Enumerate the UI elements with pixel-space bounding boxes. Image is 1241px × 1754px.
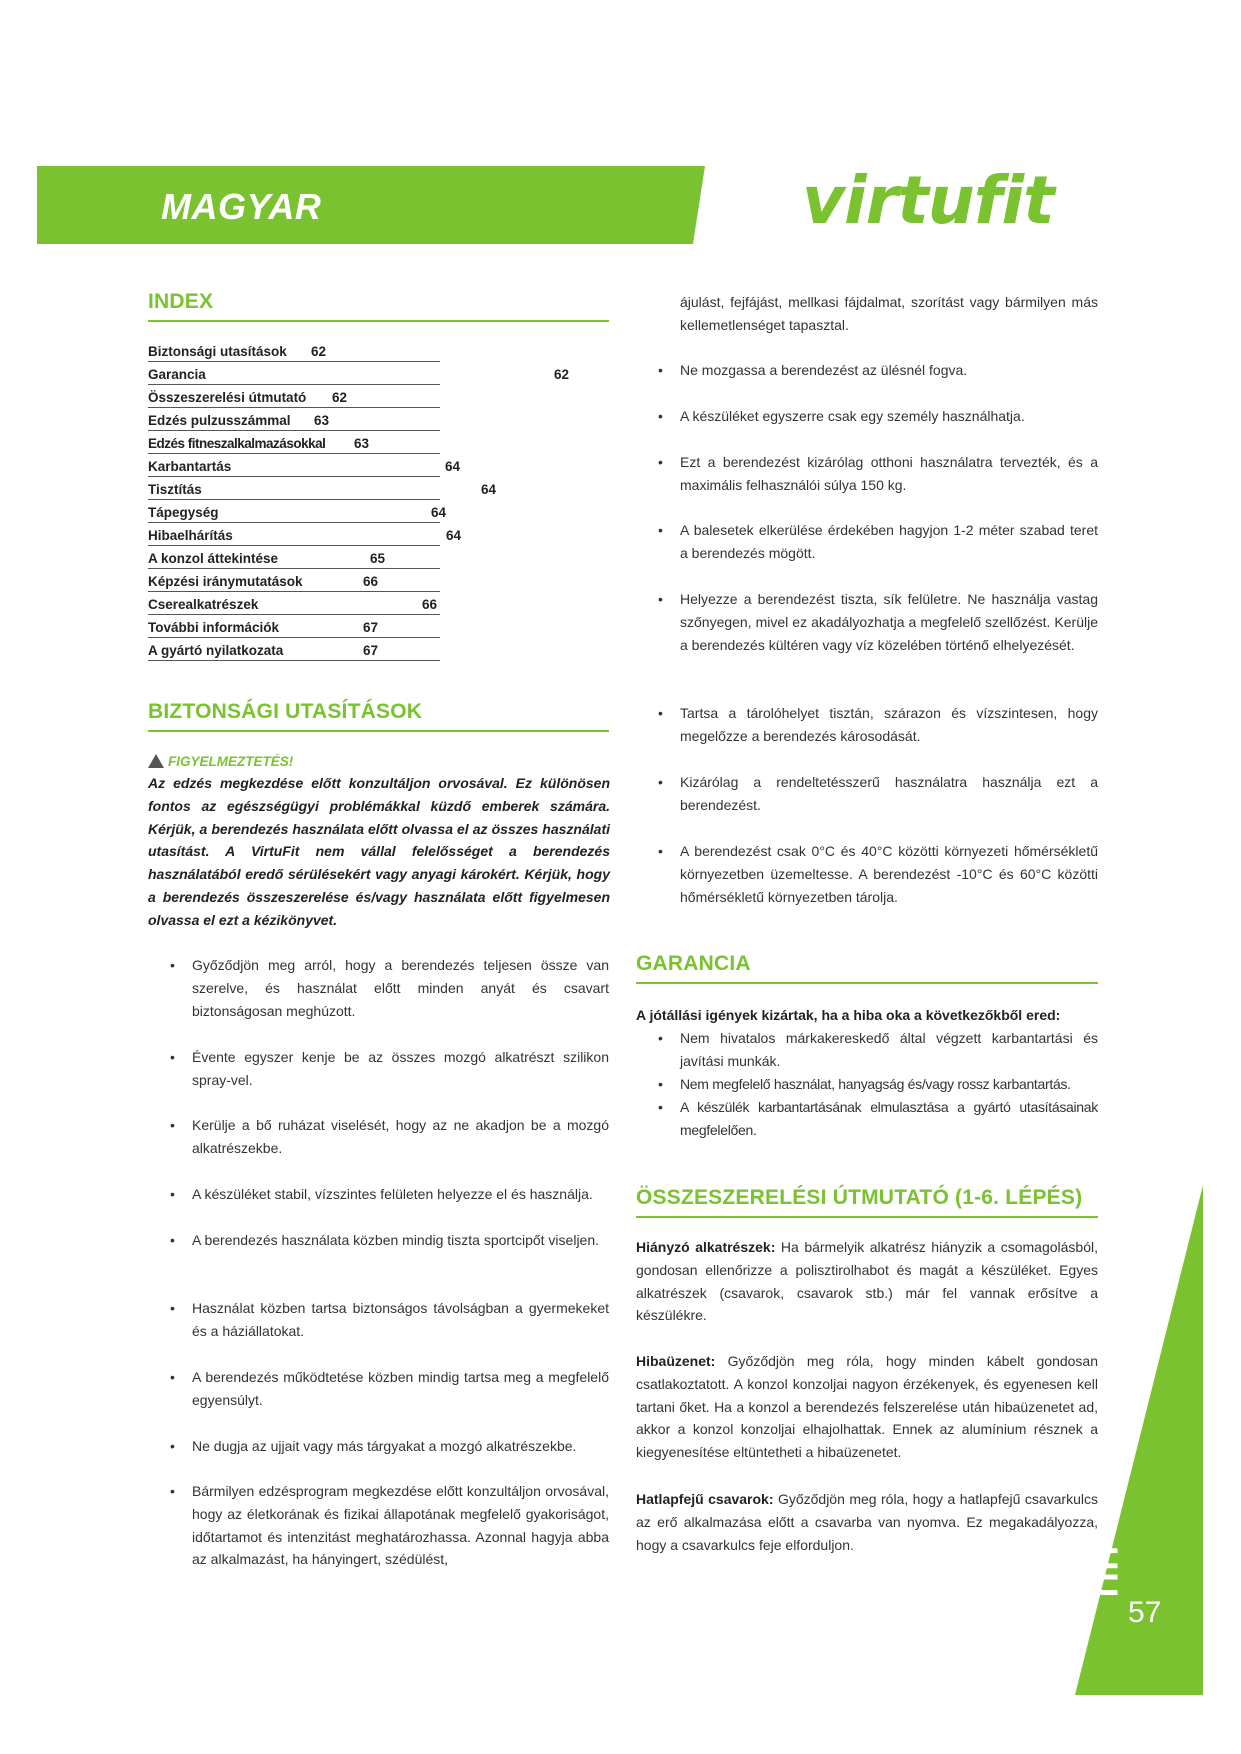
warning-label: FIGYELMEZTETÉS! xyxy=(148,752,293,769)
index-heading: INDEX xyxy=(148,290,609,322)
index-item[interactable]: Karbantartás 64 xyxy=(148,455,608,478)
index-item[interactable]: A gyártó nyilatkozata 67 xyxy=(148,639,608,662)
index-item[interactable]: Edzés pulzusszámmal 63 xyxy=(148,409,608,432)
safety-bullets-right: • Ne mozgassa a berendezést az ülésnél fogva. • A készüléket egyszerre csak egy személy használhatja. • Ezt a berendezést kizárólag otthoni használatra tervezték, és a maximális felhasználói súlya 150 kg. • A balesetek elkerülése érdekében hagyjon 1-2 méter szabad teret a berendezés mögött. • Helyezze a berendezést tiszta, sík felületre. Ne használja vastag szőnyegen, mivel ez akadályozhatja a megfelelő szellőzést. Kerülje a berendezés kültéren vagy víz közelében történő elhelyezését. • Tartsa a tárolóhelyet tisztán, szárazon és vízszintesen, hogy megelőzze a berendezés károsodását. • Kizárólag a rendeltetésszerű használatra használja ezt a berendezést. • A berendezést csak 0°C és 40°C közötti környezeti hőmérsékletű környezetben üzemeltesse. A berendezést -10°C és 60°C közötti hőmérsékletű környezetben tárolja. xyxy=(658,362,1098,905)
language-title: MAGYAR xyxy=(161,186,322,227)
warning-icon xyxy=(148,754,164,768)
index-item[interactable]: További információk 67 xyxy=(148,616,608,639)
index-item[interactable]: Összeszerelési útmutató 62 xyxy=(148,386,608,409)
warranty-bullets: • Nem hivatalos márkakereskedő által végzett karbantartási és javítási munkák. • Nem megfelelő használat, hanyagság és/vagy rossz karbantartás. • A készülék karbantartásának elmulasztása a gyártó utasításainak megfelelően. xyxy=(658,1030,1098,1138)
warranty-heading: GARANCIA xyxy=(636,952,1098,984)
hex-bolts-paragraph: Hatlapfejű csavarok: Győződjön meg róla, hogy a hatlapfejű csavarkulcs az erő alkalmazása előtt a csavarba van nyomva. Ez megakadályozza, hogy a csavarkulcs feje elforduljon. xyxy=(636,1491,1098,1553)
index-item[interactable]: Cserealkatrészek 66 xyxy=(148,593,608,616)
safety-heading: BIZTONSÁGI UTASÍTÁSOK xyxy=(148,700,609,732)
index-item[interactable]: A konzol áttekintése 65 xyxy=(148,547,608,570)
warning-text: Az edzés megkezdése előtt konzultáljon orvosával. Ez különösen fontos az egészségügyi problémákkal küzdő emberek számára. Kérjük, a berendezés használata előtt olvassa el az összes használati utasítást. A VirtuFit nem vállal felelősséget a berendezés használatából eredő sérülésekért vagy anyagi károkért. Kérjük, hogy a berendezés összeszerelése és/vagy használata előtt figyelmesen olvassa el ezt a kézikönyvet. xyxy=(148,775,610,928)
index-item[interactable]: Biztonsági utasítások 62 xyxy=(148,340,608,363)
index-item[interactable]: Garancia 62 xyxy=(148,363,608,386)
missing-parts-paragraph: Hiányzó alkatrészek: Ha bármelyik alkatrész hiányzik a csomagolásból, gondosan ellenőrizze a polisztirolhabot és magát a készüléket. Egyes alkatrészek (csavarok, csavarok stb.) már fel vannak erősítve a készülékre. xyxy=(636,1239,1098,1324)
index-item[interactable]: Tápegység 64 xyxy=(148,501,608,524)
language-code: HU xyxy=(1086,1546,1124,1600)
safety-continuation: ájulást, fejfájást, mellkasi fájdalmat, szorítást vagy bármilyen más kellemetlenséget tapasztal. xyxy=(680,294,1098,333)
assembly-heading: ÖSSZESZERELÉSI ÚTMUTATÓ (1-6. LÉPÉS) xyxy=(636,1186,1098,1218)
index-item[interactable]: Képzési iránymutatások 66 xyxy=(148,570,608,593)
safety-bullets-left: • Győződjön meg arról, hogy a berendezés teljesen össze van szerelve, és használat előtt minden anyát és csavart biztonságosan meghúzott. • Évente egyszer kenje be az összes mozgó alkatrészt szilikon spray-vel. • Kerülje a bő ruházat viselését, hogy az ne akadjon be a mozgó alkatrészekbe. • A készüléket stabil, vízszintes felületen helyezze el és használja. • A berendezés használata közben mindig tiszta sportcipőt viseljen. • Használat közben tartsa biztonságos távolságban a gyermekeket és a háziállatokat. • A berendezés működtetése közben mindig tartsa meg a megfelelő egyensúlyt. • Ne dugja az ujjait vagy más tárgyakat a mozgó alkatrészekbe. • Bármilyen edzésprogram megkezdése előtt konzultáljon orvosával, hogy az életkorának és fizikai állapotának megfelelő gyakoriságot, időtartamot és intenzitást meghatározhassa. Azonnal hagyja abba az alkalmazást, ha hányingert, szédülést, xyxy=(170,957,609,1568)
index-item[interactable]: Tisztítás 64 xyxy=(148,478,608,501)
index-item[interactable]: Edzés fitneszalkalmazásokkal 63 xyxy=(148,432,608,455)
warranty-intro: A jótállási igények kizártak, ha a hiba oka a következőkből ered: xyxy=(636,1007,1061,1023)
index-list xyxy=(148,340,608,662)
index-item[interactable]: Hibaelhárítás 64 xyxy=(148,524,608,547)
page-number: 57 xyxy=(1128,1596,1162,1629)
brand-logo: virtufit xyxy=(802,162,1054,239)
error-message-paragraph: Hibaüzenet: Győződjön meg róla, hogy minden kábelt gondosan csatlakoztatott. A konzol konzoljai nagyon érzékenyek, és egyenesen kell tartani őket. Ha a konzol a berendezés felszerelése után hibaüzenetet ad, akkor a konzol konzoljai elhajolhattak. Ennek az alumínium résznek a kiegyenesítése eltüntetheti a hibaüzenetet. xyxy=(636,1353,1098,1461)
header-banner xyxy=(37,166,705,244)
